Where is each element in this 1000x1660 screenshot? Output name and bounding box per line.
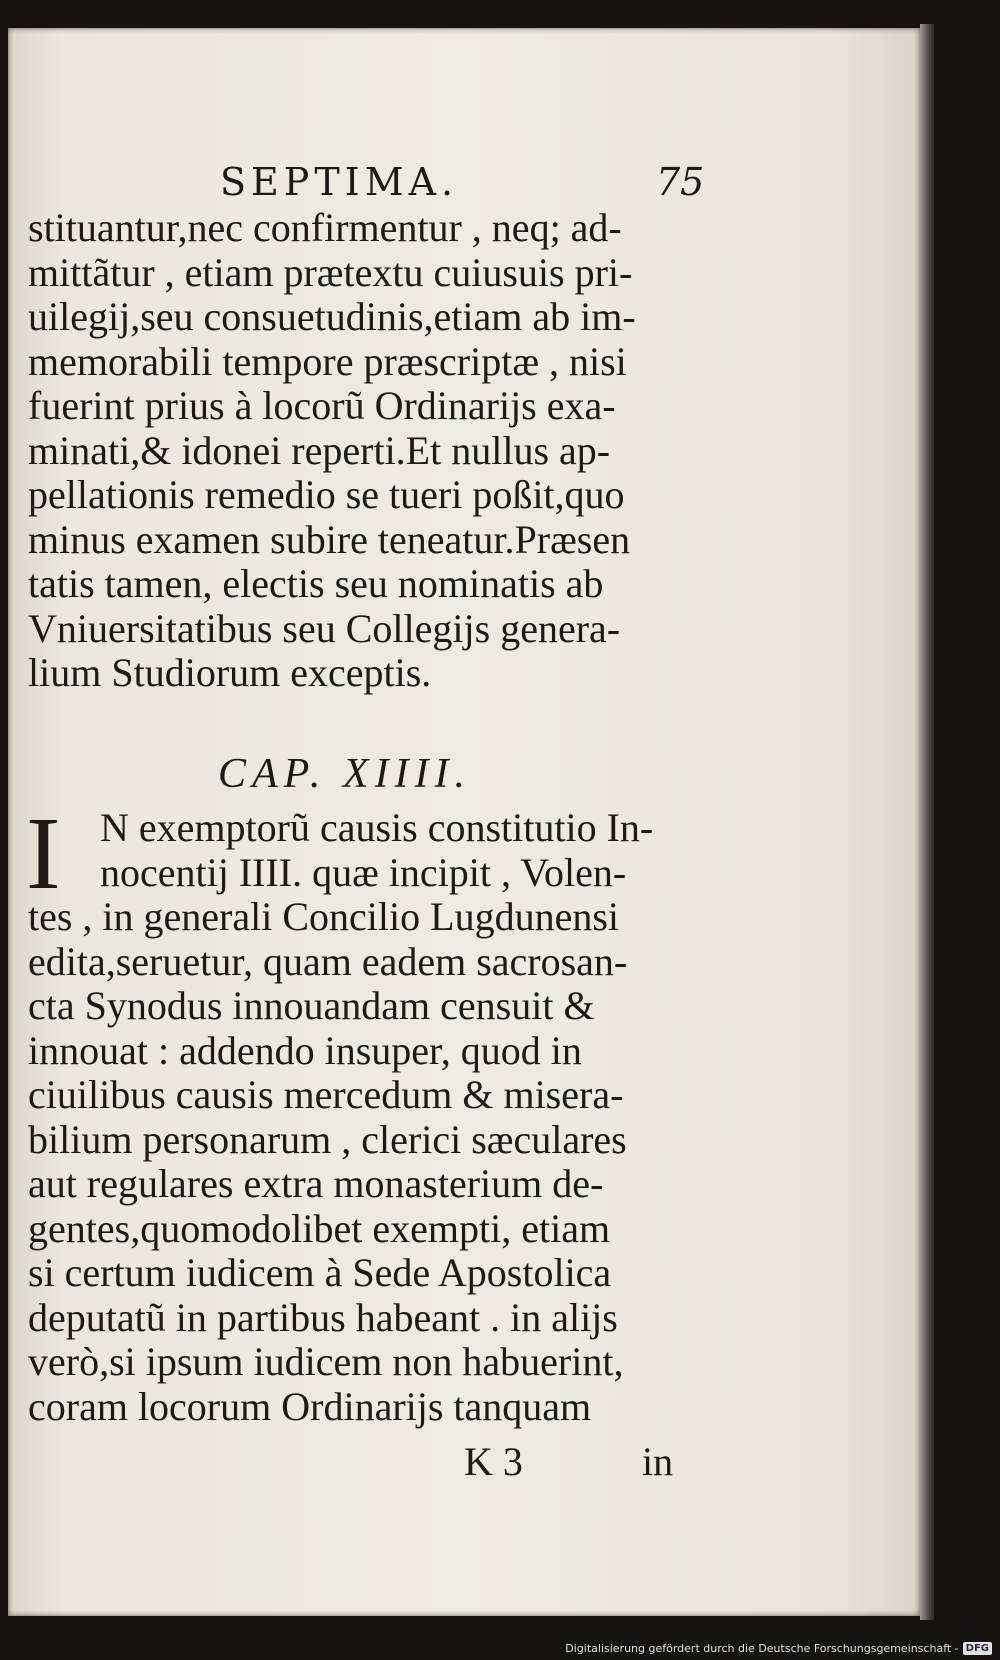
catchword: in (642, 1439, 674, 1484)
text-line: verò,si ipsum iudicem non habuerint, (28, 1339, 624, 1384)
signature-mark: K 3 (464, 1439, 523, 1484)
text-line: edita,seruetur, quam eadem sacrosan- (28, 938, 628, 984)
text-line: mittãtur , etiam prætextu cuiusuis pri- (28, 249, 633, 295)
running-head: SEPTIMA. (220, 160, 459, 204)
text-line: minati,& idonei reperti.Et nullus ap- (28, 427, 611, 473)
page-edge (920, 24, 934, 1620)
text-line: N exemptorũ causis constitutio In- (100, 805, 654, 850)
text-line: memorabili tempore præscriptæ , nisi (28, 338, 627, 384)
text-line: tes , in generali Concilio Lugdunensi (28, 894, 619, 939)
text-line: stituantur,nec confirmentur , neq; ad- (28, 205, 622, 250)
credit-text: Digitalisierung gefördert durch die Deutsche Forschungsgemeinschaft - (565, 1641, 959, 1655)
text-line: lium Studiorum exceptis. (28, 650, 432, 695)
digitization-credit (565, 1638, 992, 1658)
text-line: aut regulares extra monasterium de- (28, 1161, 604, 1206)
dfg-logo: DFG (963, 1642, 992, 1655)
drop-initial: I (26, 796, 61, 911)
body-text (28, 206, 708, 696)
text-line: uilegij,seu consuetudinis,etiam ab im- (28, 294, 636, 339)
text-line: ciuilibus causis mercedum & misera- (28, 1072, 624, 1117)
text-line: cta Synodus innouandam censuit & (28, 983, 595, 1028)
text-line: Vniuersitatibus seu Collegijs genera- (28, 605, 621, 651)
text-line: tatis tamen, electis seu nominatis ab (28, 561, 604, 606)
chapter-text (26, 796, 728, 1429)
text-line: gentes,quomodolibet exempti, etiam (28, 1205, 611, 1251)
text-line: innouat : addendo insuper, quod in (28, 1027, 582, 1073)
chapter-heading: CAP. XIIII. (218, 751, 472, 797)
book-page (8, 28, 920, 1616)
text-line: fuerint prius à locorũ Ordinarijs exa- (28, 383, 616, 428)
page-header (8, 148, 920, 208)
text-line: minus examen subire teneatur.Præsen (28, 516, 631, 562)
text-line: nocentij IIII. quæ incipit , Volen- (100, 849, 627, 895)
text-line: pellationis remedio se tueri poßit,quo (28, 472, 625, 517)
page-number: 75 (656, 160, 705, 204)
text-line: si certum iudicem à Sede Apostolica (28, 1250, 612, 1295)
text-line: coram locorum Ordinarijs tanquam (28, 1383, 592, 1429)
text-line: deputatũ in partibus habeant . in alijs (28, 1294, 618, 1340)
text-line: bilium personarum , clerici sæculares (28, 1116, 627, 1162)
